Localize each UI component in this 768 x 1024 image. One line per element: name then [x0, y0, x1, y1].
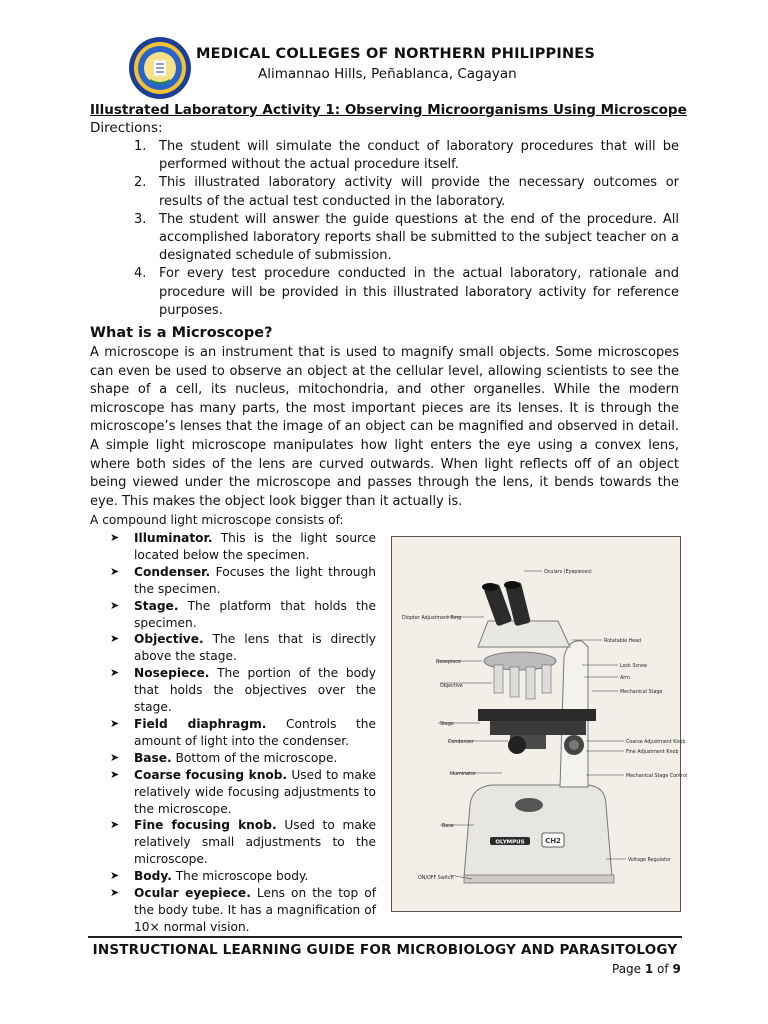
- part-desc: The microscope body.: [171, 869, 309, 884]
- part-term: Illuminator.: [134, 531, 213, 545]
- part-desc: Controls the amount of light into the condenser.: [134, 716, 376, 748]
- part-item: [108, 868, 376, 885]
- part-item: [108, 817, 376, 868]
- part-item: [108, 750, 376, 767]
- label-base: Base: [442, 824, 454, 829]
- direction-item: [124, 211, 679, 266]
- part-desc: Focuses the light through the specimen.: [134, 564, 376, 596]
- part-desc: Used to make relatively small adjustments to the microscope.: [134, 818, 376, 867]
- part-desc: The lens that is directly above the stage.: [134, 632, 376, 664]
- microscope-diagram-figure: [391, 536, 688, 912]
- directions-list: [124, 138, 679, 320]
- parts-list: [108, 530, 376, 936]
- label-rotatable-head: Rotatable Head: [604, 639, 642, 644]
- label-stage: Stage: [440, 722, 454, 727]
- part-term: Nosepiece.: [134, 666, 210, 681]
- arrow-bullet-icon: ➤: [110, 750, 120, 764]
- part-item: [108, 665, 376, 716]
- label-stage-control: Mechanical Stage Control: [626, 774, 688, 779]
- part-term: Base.: [134, 750, 172, 765]
- arrow-bullet-icon: ➤: [110, 632, 120, 646]
- institution-address: Alimannao Hills, Peñablanca, Cagayan: [258, 66, 517, 82]
- arrow-bullet-icon: ➤: [110, 598, 120, 612]
- footer-divider: [88, 936, 682, 938]
- part-term: Condenser.: [134, 564, 211, 579]
- part-term: Body.: [134, 869, 172, 884]
- label-diopter-ring: Diopter Adjustment Ring: [402, 616, 462, 621]
- direction-text: The student will answer the guide questions at the end of the procedure. All accomplished laboratory reports shall be submitted to the subject teacher on a designated schedule of submission.: [159, 211, 679, 264]
- label-nosepiece: Nosepiece: [436, 660, 461, 665]
- arrow-bullet-icon: ➤: [110, 716, 120, 730]
- direction-text: The student will simulate the conduct of laboratory procedures that will be performed without the actual procedure itself.: [159, 139, 679, 173]
- institution-name: MEDICAL COLLEGES OF NORTHERN PHILIPPINES: [196, 46, 596, 62]
- part-desc: The platform that holds the specimen.: [134, 598, 376, 630]
- label-illuminator: Illuminator: [450, 772, 476, 777]
- part-item: [108, 885, 376, 936]
- label-lock-screw: Lock Screw: [620, 664, 647, 669]
- part-desc: Bottom of the microscope.: [171, 750, 338, 765]
- label-fine-knob: Fine Adjustment Knob: [626, 750, 679, 755]
- arrow-bullet-icon: ➤: [110, 666, 120, 680]
- part-term: Stage.: [134, 598, 179, 613]
- direction-text: This illustrated laboratory activity will provide the necessary outcomes or results of the actual test conducted in the laboratory.: [159, 175, 679, 209]
- direction-item: [124, 174, 679, 210]
- part-desc: The portion of the body that holds the objectives over the stage.: [134, 666, 376, 715]
- page-number: [612, 962, 681, 976]
- arrow-bullet-icon: ➤: [110, 818, 120, 832]
- label-condenser: Condenser: [448, 740, 474, 745]
- direction-number: 2.: [134, 175, 147, 191]
- label-voltage-regulator: Voltage Regulator: [628, 858, 671, 863]
- page-prefix: Page: [612, 962, 645, 976]
- direction-item: [124, 138, 679, 174]
- arrow-bullet-icon: ➤: [110, 767, 120, 781]
- arrow-bullet-icon: ➤: [110, 531, 120, 544]
- direction-number: 1.: [134, 139, 147, 154]
- arrow-bullet-icon: ➤: [110, 869, 120, 883]
- part-item: [108, 598, 376, 632]
- direction-number: 4.: [134, 266, 147, 282]
- footer-title: INSTRUCTIONAL LEARNING GUIDE FOR MICROBIOLOGY AND PARASITOLOGY: [92, 942, 678, 958]
- label-onoff-switch: ON/OFF Switch: [418, 876, 454, 881]
- label-mechanical-stage: Mechanical Stage: [620, 690, 663, 695]
- part-item: [108, 631, 376, 665]
- direction-number: 3.: [134, 211, 147, 227]
- label-oculars: Oculars (Eyepieces): [544, 570, 592, 575]
- part-term: Objective.: [134, 632, 204, 647]
- directions-label: Directions:: [90, 120, 163, 136]
- activity-title: Illustrated Laboratory Activity 1: Observing Microorganisms Using Microscope: [90, 102, 687, 118]
- part-item: [108, 564, 376, 598]
- part-desc: Lens on the top of the body tube. It has a magnification of 10× normal vision.: [134, 886, 377, 934]
- page-sep: of: [653, 962, 673, 976]
- part-term: Ocular eyepiece.: [134, 886, 251, 901]
- parts-intro: A compound light microscope consists of:: [90, 513, 344, 527]
- microscope-illustration: [392, 537, 688, 911]
- part-desc: This is the light source located below the specimen.: [134, 531, 376, 562]
- document-header: [124, 34, 684, 94]
- page-current: 1: [644, 962, 654, 976]
- section-heading: What is a Microscope?: [90, 325, 273, 341]
- arrow-bullet-icon: ➤: [110, 886, 120, 900]
- model-text: CH2: [545, 837, 561, 845]
- label-objective: Objective: [440, 684, 463, 689]
- part-item: [108, 767, 376, 818]
- label-coarse-knob: Coarse Adjustment Knob: [626, 740, 686, 745]
- part-item: [108, 530, 376, 564]
- label-arm: Arm: [620, 676, 630, 681]
- direction-text: For every test procedure conducted in the actual laboratory, rationale and procedure will be provided in this illustrated laboratory activity for reference purposes.: [159, 266, 679, 318]
- brand-text: OLYMPUS: [495, 839, 525, 846]
- direction-item: [124, 265, 679, 320]
- part-term: Coarse focusing knob.: [134, 767, 288, 782]
- part-term: Fine focusing knob.: [134, 818, 277, 833]
- section-body: A microscope is an instrument that is used to magnify small objects. Some microscopes can even be used to observe an object at the cellular level, allowing scientists to see the shape of a cell, its nucleus, mitochondria, and other organelles. While the modern microscope has many parts, the most important pieces are its lenses. It is through the microscope’s lenses that the image of an object can be magnified and observed in detail. A simple light microscope manipulates how light enters the eye using a convex lens, where both sides of the lens are curved outwards. When light reflects off of an object being viewed under the microscope and passes through the lens, it bends towards the eye. This makes the object look bigger than it actually is.: [90, 345, 679, 509]
- part-desc: Used to make relatively wide focusing adjustments to the microscope.: [134, 767, 376, 816]
- part-item: [108, 716, 376, 750]
- page-total: 9: [672, 962, 681, 976]
- college-seal-logo: [128, 36, 192, 100]
- part-term: Field diaphragm.: [134, 716, 267, 731]
- arrow-bullet-icon: ➤: [110, 564, 120, 578]
